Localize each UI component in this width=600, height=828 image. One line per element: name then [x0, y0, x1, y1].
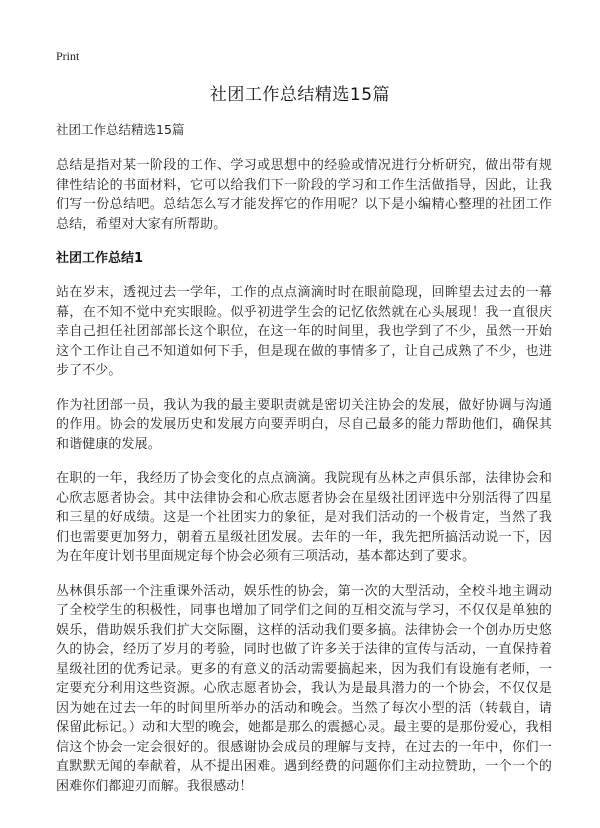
body-paragraph-2: 作为社团部一员，我认为我的最主要职责就是密切关注协会的发展，做好协调与沟通的作用。协会的发展历史和发展方向要弄明白，尽自己最多的能力帮助他们，确保其和谐健康的发展。	[56, 397, 552, 452]
section-heading: 社团工作总结1	[56, 251, 144, 266]
page-title: 社团工作总结精选15篇	[209, 85, 391, 105]
body-paragraph-3: 在职的一年，我经历了协会变化的点点滴滴。我院现有丛林之声俱乐部，法律协会和心欣志愿者协会。其中法律协会和心欣志愿者协会在星级社团评选中分别活得了四星和三星的好成绩。这是一个社团实力的象征，是对我们活动的一个极肯定，当然了我们也需要更加努力，朝着五星级社团发展。去年的一年，我先把所搞活动说一下，因为在年度计划书里面规定每个协会必须有三项活动，基本都达到了要求。	[56, 471, 552, 564]
document-body	[56, 121, 552, 811]
intro-paragraph: 总结是指对某一阶段的工作、学习或思想中的经验或情况进行分析研究，做出带有规律性结论的书面材料，它可以给我们下一阶段的学习和工作生活做指导，因此，让我们写一份总结吧。总结怎么写才能发挥它的作用呢？以下是小编精心整理的社团工作总结，希望对大家有所帮助。	[56, 158, 552, 232]
body-paragraph-1: 站在岁末，透视过去一学年，工作的点点滴滴时时在眼前隐现，回眸望去过去的一幕幕，在不知不觉中充实眼睑。似乎初进学生会的记忆依然就在心头展现！我一直很庆幸自己担任社团部部长这个职位，在这一年的时间里，我也学到了不少，虽然一开始这个工作让自己不知道如何下手，但是现在做的事情多了，让自己成熟了不少，也进步了不少。	[56, 285, 552, 378]
print-link[interactable]: Print	[56, 49, 80, 63]
document-subtitle: 社团工作总结精选15篇	[56, 122, 185, 137]
body-paragraph-4: 丛林俱乐部一个注重课外活动，娱乐性的协会，第一次的大型活动，全校斗地主调动了全校学生的积极性，同事也增加了同学们之间的互相交流与学习，不仅仅是单独的娱乐，借助娱乐我们扩大交际圈，这样的活动我们要多搞。法律协会一个创办历史悠久的协会，经历了岁月的考验，同时也做了许多关于法律的宣传与活动，一直保持着星级社团的优秀记录。更多的有意义的活动需要搞起来，因为我们有设施有老师，一定要充分利用这些资源。心欣志愿者协会，我认为是最具潜力的一个协会，不仅仅是因为她在过去一年的时间里所举办的活动和晚会。当然了每次小型的活（转载自，请保留此标记。）动和大型的晚会，她都是那么的震撼心灵。最主要的是那份爱心，我相信这个协会一定会很好的。很感谢协会成员的理解与支持，在过去的一年中，你们一直默默无闻的奉献着，从不提出困难。遇到经费的问题你们主动拉赞助，一个一个的困难你们都迎刃而解。我很感动！	[56, 583, 552, 794]
